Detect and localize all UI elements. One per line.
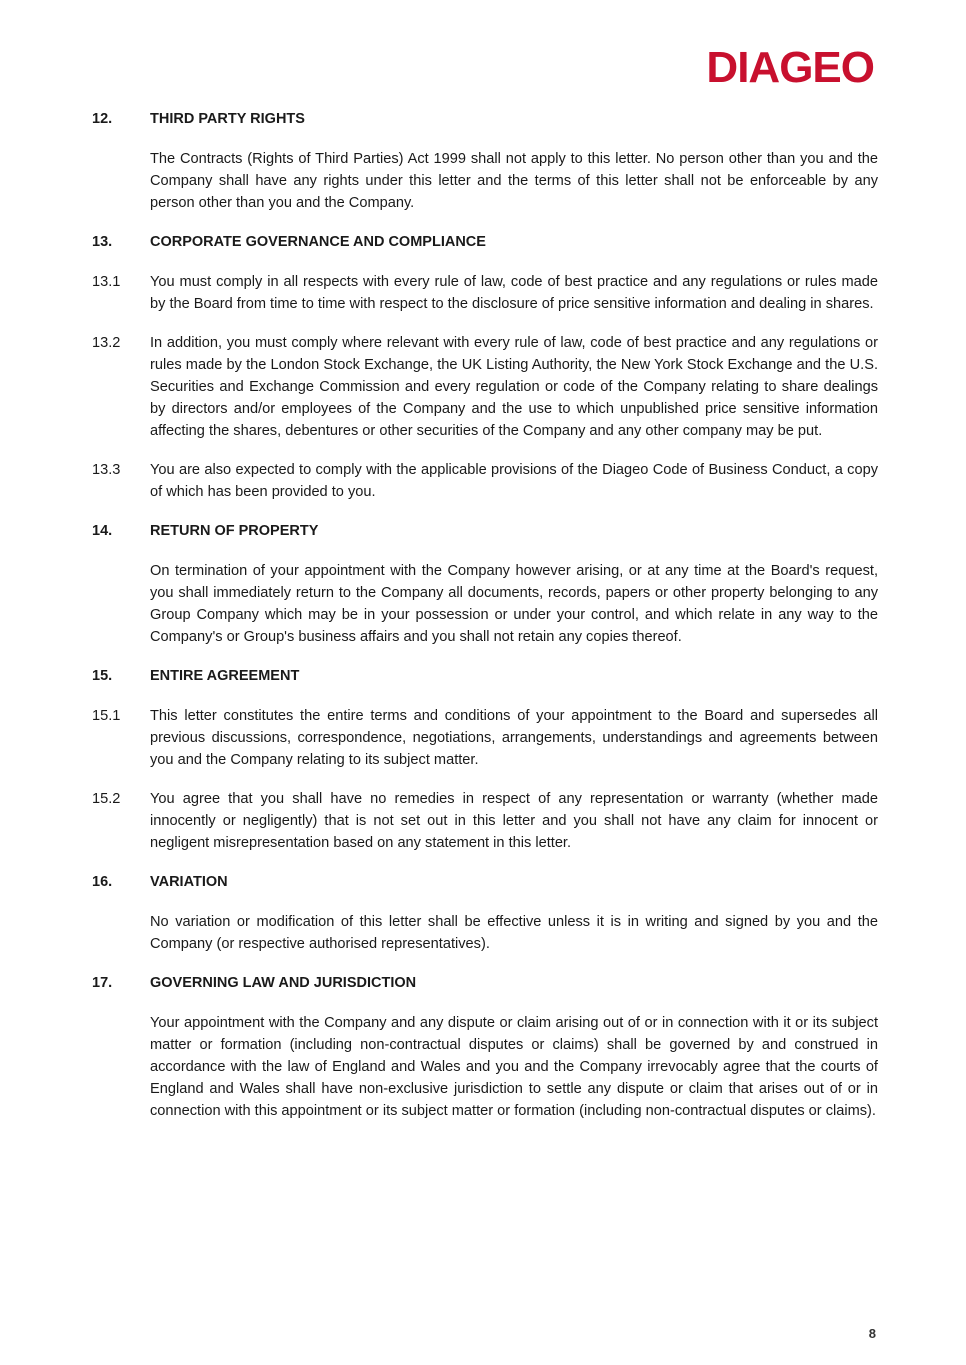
paragraph-text: On termination of your appointment with the Company however arising, or at any time at the Board's request, you shall immediately return to the Company all documents, records, papers or other property belonging to any Group Company which may be in your possession or under your control, and which relate in any way to the Company's or Group's business affairs and you shall not retain any copies thereof. xyxy=(150,563,878,645)
section-number: 14. xyxy=(92,523,113,539)
paragraph-text: You must comply in all respects with every rule of law, code of best practice and any regulations or rules made by the Board from time to time with respect to the disclosure of price sensitive information and dealing in shares. xyxy=(150,274,878,312)
paragraph xyxy=(92,560,878,648)
clause-13-2 xyxy=(92,332,878,442)
section-heading xyxy=(92,108,878,130)
clause-13-3 xyxy=(92,459,878,503)
clause-15-1 xyxy=(92,705,878,771)
paragraph-text: In addition, you must comply where relevant with every rule of law, code of best practice and any regulations or rules made by the London Stock Exchange, the UK Listing Authority, the New York Stock Exchange and the U.S. Securities and Exchange Commission and every regulation or code of the Company relating to share dealings by directors and/or employees of the Company and the use to which unpublished price sensitive information affecting the shares, debentures or other securities of the Company and any other company may be put. xyxy=(150,335,878,439)
section-title: ENTIRE AGREEMENT xyxy=(150,668,300,684)
paragraph-text: You are also expected to comply with the applicable provisions of the Diageo Code of Business Conduct, a copy of which has been provided to you. xyxy=(150,462,878,500)
section-heading xyxy=(92,871,878,893)
page-number: 8 xyxy=(868,1326,876,1341)
clause-number: 13.3 xyxy=(92,462,121,478)
section-heading xyxy=(92,972,878,994)
clause-number: 15.1 xyxy=(92,708,121,724)
clause-15-2 xyxy=(92,788,878,854)
section-heading xyxy=(92,520,878,542)
section-16 xyxy=(92,871,878,955)
section-number: 17. xyxy=(92,975,113,991)
section-title: THIRD PARTY RIGHTS xyxy=(150,111,305,127)
section-14 xyxy=(92,520,878,648)
clause-number: 13.1 xyxy=(92,274,121,290)
clause-number: 13.2 xyxy=(92,335,121,351)
section-12 xyxy=(92,108,878,214)
clause-number: 15.2 xyxy=(92,791,121,807)
section-title: RETURN OF PROPERTY xyxy=(150,523,319,539)
section-number: 16. xyxy=(92,874,113,890)
paragraph xyxy=(92,1012,878,1122)
paragraph-text: Your appointment with the Company and any dispute or claim arising out of or in connection with it or its subject matter or formation (including non-contractual disputes or claims) shall be governed by and construed in accordance with the law of England and Wales and you and the Company irrevocably agree that the courts of England and Wales shall have non-exclusive jurisdiction to settle any dispute or claim that arises out of or in connection with this appointment or its subject matter or formation (including non-contractual disputes or claims). xyxy=(150,1015,878,1119)
paragraph xyxy=(92,148,878,214)
section-title: GOVERNING LAW AND JURISDICTION xyxy=(150,975,417,991)
paragraph-text: The Contracts (Rights of Third Parties) Act 1999 shall not apply to this letter. No person other than you and the Company shall have any rights under this letter and the terms of this letter shall not be enforceable by any person other than you and the Company. xyxy=(150,151,878,211)
paragraph-text: No variation or modification of this letter shall be effective unless it is in writing and signed by you and the Company (or respective authorised representatives). xyxy=(150,914,878,952)
section-number: 13. xyxy=(92,234,113,250)
section-number: 12. xyxy=(92,111,113,127)
section-title: CORPORATE GOVERNANCE AND COMPLIANCE xyxy=(150,234,486,250)
section-title: VARIATION xyxy=(150,874,228,890)
paragraph-text: You agree that you shall have no remedies in respect of any representation or warranty (whether made innocently or negligently) that is not set out in this letter and you shall not have any claim for innocent or negligent misrepresentation based on any statement in this letter. xyxy=(150,791,878,851)
clause-13-1 xyxy=(92,271,878,315)
section-13 xyxy=(92,231,878,503)
section-heading xyxy=(92,231,878,253)
paragraph-text: This letter constitutes the entire terms and conditions of your appointment to the Board and supersedes all previous discussions, correspondence, negotiations, arrangements, understandings and agreements between you and the Company relating to its subject matter. xyxy=(150,708,878,768)
paragraph xyxy=(92,911,878,955)
section-15 xyxy=(92,665,878,854)
section-number: 15. xyxy=(92,668,113,684)
section-heading xyxy=(92,665,878,687)
section-17 xyxy=(92,972,878,1122)
diageo-logo: DIAGEO xyxy=(706,43,874,92)
document-body xyxy=(92,108,878,1139)
